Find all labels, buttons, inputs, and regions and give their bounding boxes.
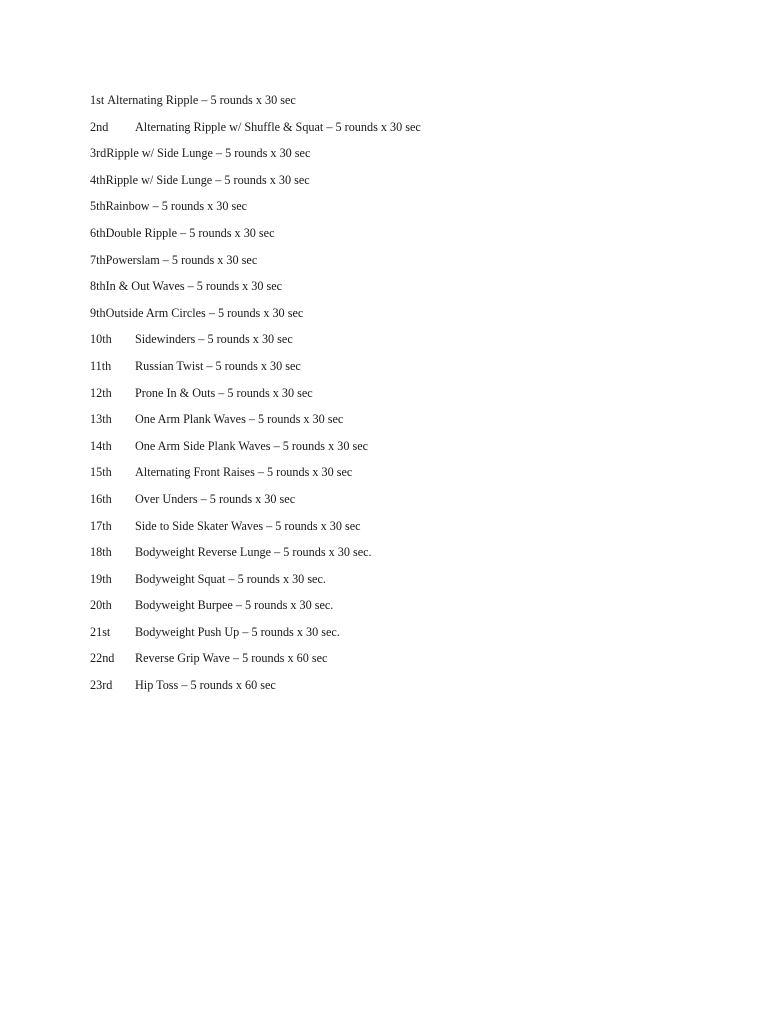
item-number: 20th — [90, 598, 112, 613]
list-item — [90, 463, 730, 490]
item-number: 7th — [90, 252, 106, 267]
workout-list — [90, 91, 730, 703]
list-item — [90, 596, 730, 623]
item-text: Outside Arm Circles – 5 rounds x 30 sec — [105, 305, 304, 320]
list-item — [90, 118, 730, 145]
item-number: 9th — [90, 305, 106, 320]
list-item — [90, 91, 730, 118]
list-item — [90, 410, 730, 437]
item-number: 8th — [90, 279, 106, 294]
item-text: Alternating Ripple w/ Shuffle & Squat – 5 rounds x 30 sec — [135, 119, 421, 134]
item-text: Ripple w/ Side Lunge – 5 rounds x 30 sec — [105, 172, 310, 187]
item-text: One Arm Plank Waves – 5 rounds x 30 sec — [135, 412, 344, 427]
item-text: Reverse Grip Wave – 5 rounds x 60 sec — [135, 651, 328, 666]
item-text: In & Out Waves – 5 rounds x 30 sec — [105, 279, 283, 294]
item-number: 21st — [90, 624, 111, 639]
item-text: One Arm Side Plank Waves – 5 rounds x 30 sec — [135, 438, 369, 453]
list-item — [90, 384, 730, 411]
list-item — [90, 649, 730, 676]
list-item — [90, 676, 730, 703]
item-number: 1st — [90, 93, 105, 107]
item-text: Alternating Ripple – 5 rounds x 30 sec — [107, 93, 296, 107]
item-number: 4th — [90, 172, 106, 187]
item-number: 12th — [90, 385, 112, 400]
list-item — [90, 490, 730, 517]
item-number: 3rd — [90, 146, 107, 161]
list-item — [90, 197, 730, 224]
item-number: 15th — [90, 465, 112, 480]
item-text: Side to Side Skater Waves – 5 rounds x 30 sec — [135, 518, 361, 533]
item-number: 17th — [90, 518, 112, 533]
list-item — [90, 437, 730, 464]
list-item — [90, 570, 730, 597]
item-number: 10th — [90, 332, 112, 347]
item-text: Hip Toss – 5 rounds x 60 sec — [135, 678, 276, 693]
item-number: 2nd — [90, 119, 109, 134]
item-text: Ripple w/ Side Lunge – 5 rounds x 30 sec — [106, 146, 311, 161]
item-text: Bodyweight Squat – 5 rounds x 30 sec. — [135, 571, 326, 586]
list-item — [90, 330, 730, 357]
item-text: Prone In & Outs – 5 rounds x 30 sec — [135, 385, 313, 400]
list-item — [90, 304, 730, 331]
item-number: 19th — [90, 571, 112, 586]
list-item — [90, 623, 730, 650]
item-text: Double Ripple – 5 rounds x 30 sec — [105, 225, 275, 240]
item-text: Over Unders – 5 rounds x 30 sec — [135, 491, 296, 506]
list-item — [90, 277, 730, 304]
item-number: 13th — [90, 412, 112, 427]
list-item — [90, 517, 730, 544]
item-number: 22nd — [90, 651, 115, 666]
item-number: 5th — [90, 199, 106, 214]
item-number: 23rd — [90, 678, 113, 693]
list-item — [90, 543, 730, 570]
item-number: 18th — [90, 545, 112, 560]
list-item — [90, 171, 730, 198]
item-text: Rainbow – 5 rounds x 30 sec — [105, 199, 248, 214]
list-item — [90, 224, 730, 251]
list-item — [90, 144, 730, 171]
item-text: Bodyweight Push Up – 5 rounds x 30 sec. — [135, 624, 340, 639]
item-text: Sidewinders – 5 rounds x 30 sec — [135, 332, 293, 347]
item-text: Bodyweight Burpee – 5 rounds x 30 sec. — [135, 598, 334, 613]
item-number: 6th — [90, 225, 106, 240]
item-text: Alternating Front Raises – 5 rounds x 30 sec — [135, 465, 353, 480]
item-number: 11th — [90, 358, 112, 373]
item-text: Bodyweight Reverse Lunge – 5 rounds x 30 sec. — [135, 545, 372, 560]
list-item — [90, 251, 730, 278]
item-text: Russian Twist – 5 rounds x 30 sec — [135, 358, 301, 373]
item-number: 16th — [90, 491, 112, 506]
item-text: Powerslam – 5 rounds x 30 sec — [105, 252, 258, 267]
list-item — [90, 357, 730, 384]
item-number: 14th — [90, 438, 112, 453]
